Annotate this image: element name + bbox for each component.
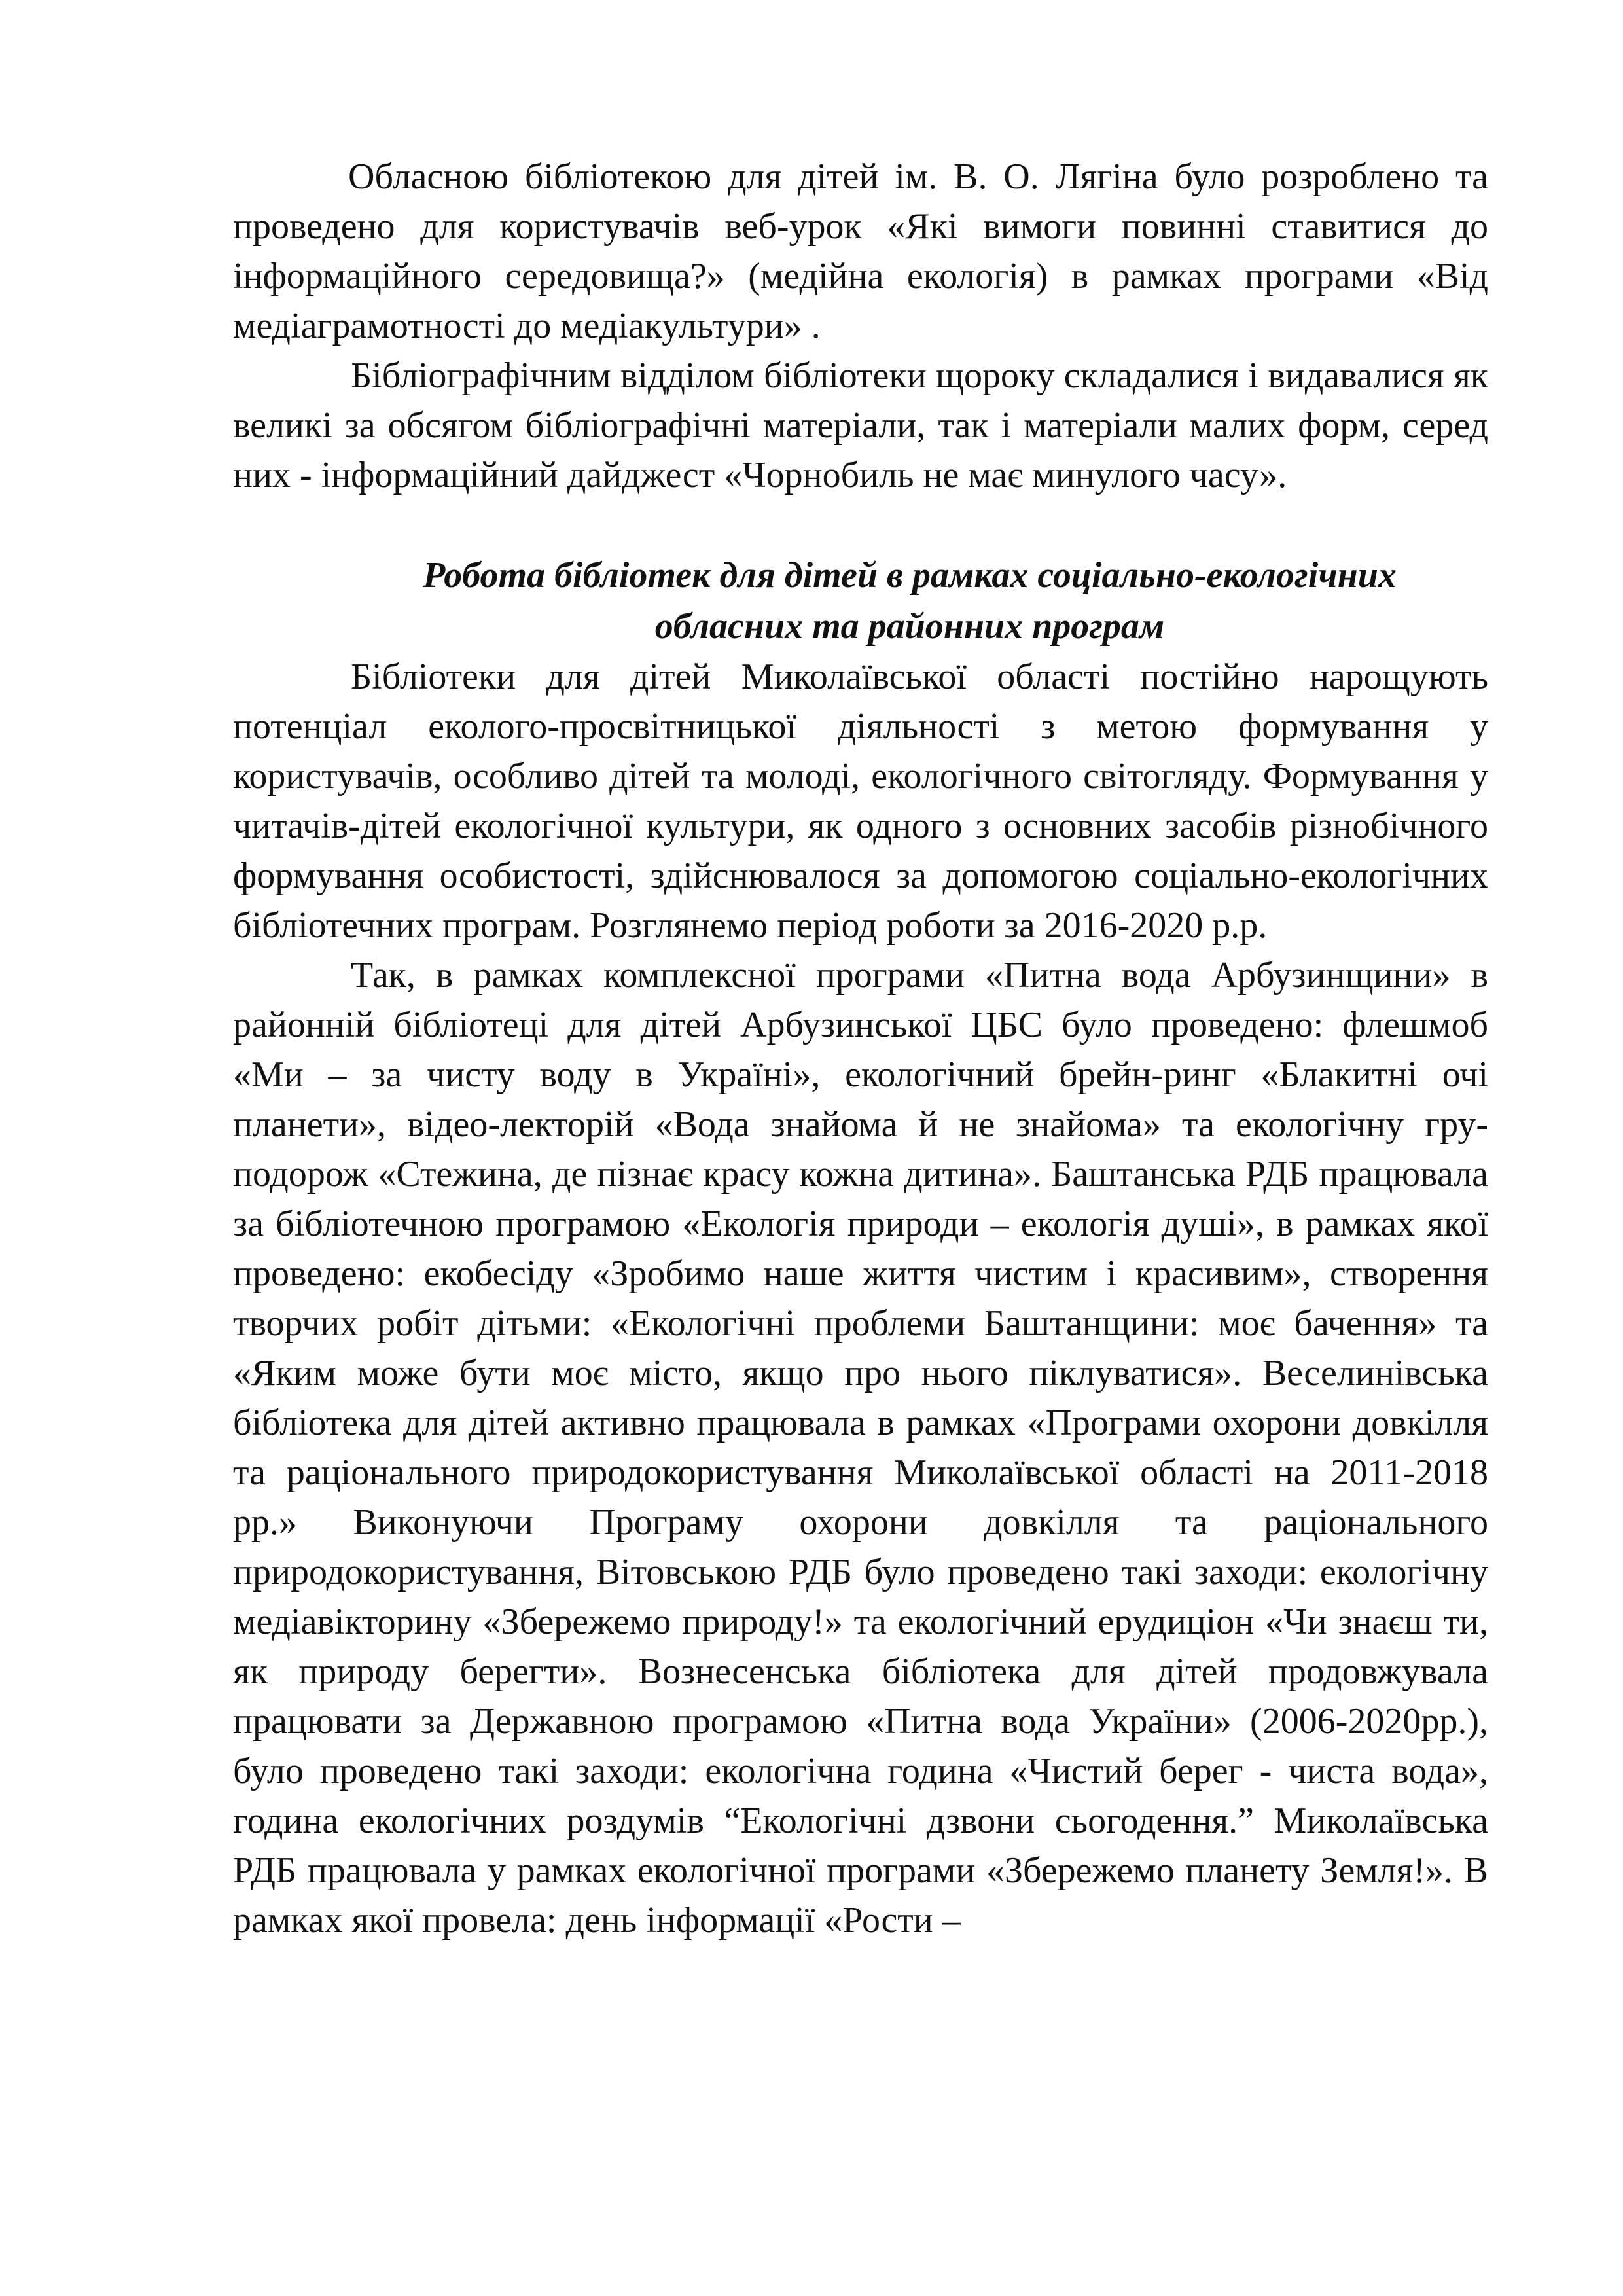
section-heading-line-2: обласних та районних програм	[654, 606, 1165, 647]
section-spacer	[233, 500, 1488, 550]
document-body	[233, 152, 1488, 1945]
paragraph-ecological-potential: Бібліотеки для дітей Миколаївської області постійно нарощують потенціал еколого-просвітницької діяльності з метою формування у користувачів, особливо дітей та молоді, екологічного світогляду. Формування у читачів-дітей екологічної культури, як одного з основних засобів різнобічного формування особистості, здійснювалося за допомогою соціально-екологічних бібліотечних програм. Розглянемо період роботи за 2016-2020 р.р.	[233, 656, 1488, 946]
section-heading	[233, 550, 1488, 652]
section-heading-line-1: Робота бібліотек для дітей в рамках соціально-екологічних	[423, 555, 1397, 596]
paragraph-bibliographic-department: Бібліографічним відділом бібліотеки щороку складалися і видавалися як великі за обсягом бібліографічні матеріали, так і матеріали малих форм, серед них - інформаційний дайджест «Чорнобиль не має минулого часу».	[233, 355, 1488, 495]
paragraph-library-web-lesson: Обласною бібліотекою для дітей ім. В. О. Лягіна було розроблено та проведено для користувачів веб-урок «Які вимоги повинні ставитися до інформаційного середовища?» (медійна екологія) в рамках програми «Від медіаграмотності до медіакультури» .	[233, 156, 1488, 346]
paragraph-district-programs: Так, в рамках комплексної програми «Питна вода Арбузинщини» в районній бібліотеці для дітей Арбузинської ЦБС було проведено: флешмоб «Ми – за чисту воду в Україні», екологічний брейн-ринг «Блакитні очі планети», відео-лекторій «Вода знайома й не знайома» та екологічну гру-подорож «Стежина, де пізнає красу кожна дитина». Баштанська РДБ працювала за бібліотечною програмою «Екологія природи – екологія душі», в рамках якої проведено: екобесіду «Зробимо наше життя чистим і красивим», створення творчих робіт дітьми: «Екологічні проблеми Баштанщини: моє бачення» та «Яким може бути моє місто, якщо про нього піклуватися». Веселинівська бібліотека для дітей активно працювала в рамках «Програми охорони довкілля та раціонального природокористування Миколаївської області на 2011-2018 рр.» Виконуючи Програму охорони довкілля та раціонального природокористування, Вітовською РДБ було проведено такі заходи: екологічну медіавікторину «Збережемо природу!» та екологічний ерудиціон «Чи знаєш ти, як природу берегти». Вознесенська бібліотека для дітей продовжувала працювати за Державною програмою «Питна вода України» (2006-2020рр.), було проведено такі заходи: екологічна година «Чистий берег - чиста вода», година екологічних роздумів “Екологічні дзвони сьогодення.” Миколаївська РДБ працювала у рамках екологічної програми «Збережемо планету Земля!». В рамках якої провела: день інформації «Рости –	[233, 955, 1488, 1941]
